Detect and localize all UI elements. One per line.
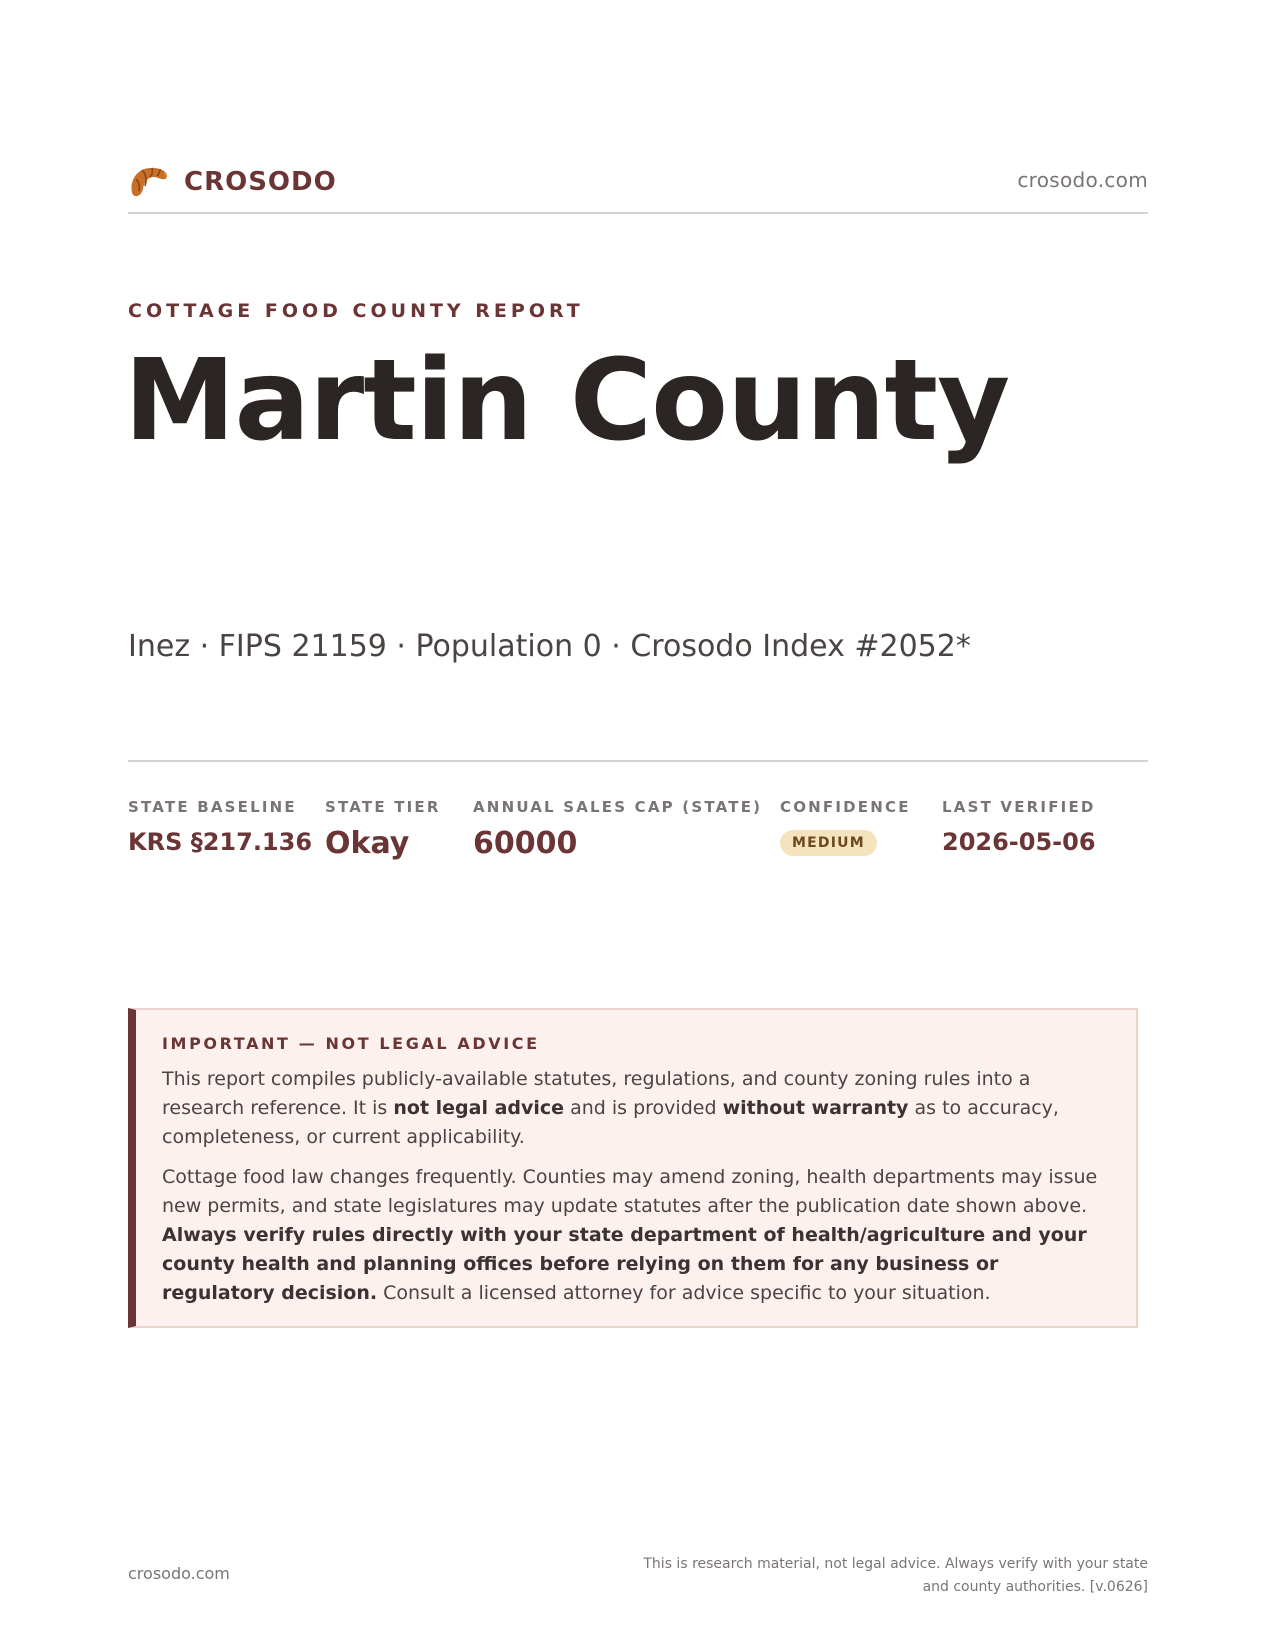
stat-state-baseline <box>128 798 312 856</box>
site-url-link[interactable]: crosodo.com <box>1017 168 1148 192</box>
stat-label: ANNUAL SALES CAP (STATE) <box>473 798 763 816</box>
footer-disclaimer <box>628 1553 1148 1599</box>
notice-emphasis: without warranty <box>722 1097 909 1119</box>
notice-text: and is provided <box>564 1097 723 1119</box>
stat-value: Okay <box>325 826 410 861</box>
stat-confidence <box>780 798 911 856</box>
stat-label: STATE BASELINE <box>128 798 297 816</box>
page-header <box>128 158 1148 214</box>
notice-emphasis: not legal advice <box>393 1097 565 1119</box>
footer-disclaimer-line: This is research material, not legal advice. Always verify with your state <box>643 1556 1148 1572</box>
notice-emphasis: Always verify rules directly with your state department of health/agriculture and your county health and planning offices before relying on them for any business or regulatory decision. <box>162 1224 1087 1304</box>
stat-value: 60000 <box>473 826 578 861</box>
report-page <box>124 0 1148 1650</box>
stat-last-verified <box>942 798 1096 856</box>
notice-text: Consult a licensed attorney for advice specific to your situation. <box>377 1282 991 1304</box>
stat-sales-cap <box>473 798 762 861</box>
stats-row <box>128 798 1148 878</box>
confidence-badge: MEDIUM <box>780 830 877 856</box>
notice-title: IMPORTANT — NOT LEGAL ADVICE <box>162 1034 540 1053</box>
stat-label: CONFIDENCE <box>780 798 911 816</box>
notice-text: as to accuracy, completeness, or current applicability. <box>162 1097 1059 1148</box>
brand-name: CROSODO <box>184 167 337 197</box>
section-divider <box>128 760 1148 762</box>
brand <box>128 162 337 202</box>
county-subline: Inez · FIPS 21159 · Population 0 · Crosodo Index #2052* <box>128 629 971 664</box>
footer-site-link[interactable]: crosodo.com <box>128 1564 230 1583</box>
notice-text: Cottage food law changes frequently. Counties may amend zoning, health departments may issue new permits, and state legislatures may update statutes after the publication date shown above. <box>162 1166 1098 1217</box>
footer-disclaimer-line: and county authorities. [v.0626] <box>922 1579 1148 1595</box>
notice-paragraph-1 <box>162 1065 1110 1152</box>
stat-label: LAST VERIFIED <box>942 798 1096 816</box>
stat-label: STATE TIER <box>325 798 441 816</box>
croissant-icon <box>128 162 170 202</box>
stat-value: 2026-05-06 <box>942 828 1096 856</box>
stat-value: KRS §217.136 <box>128 828 313 856</box>
legal-notice-box <box>128 1008 1138 1328</box>
report-eyebrow: COTTAGE FOOD COUNTY REPORT <box>128 300 584 322</box>
notice-text: This report compiles publicly-available statutes, regulations, and county zoning rules into a research reference. It is <box>162 1068 1031 1119</box>
page-title: Martin County <box>124 336 1010 466</box>
stat-state-tier <box>325 798 441 861</box>
notice-paragraph-2 <box>162 1163 1110 1308</box>
